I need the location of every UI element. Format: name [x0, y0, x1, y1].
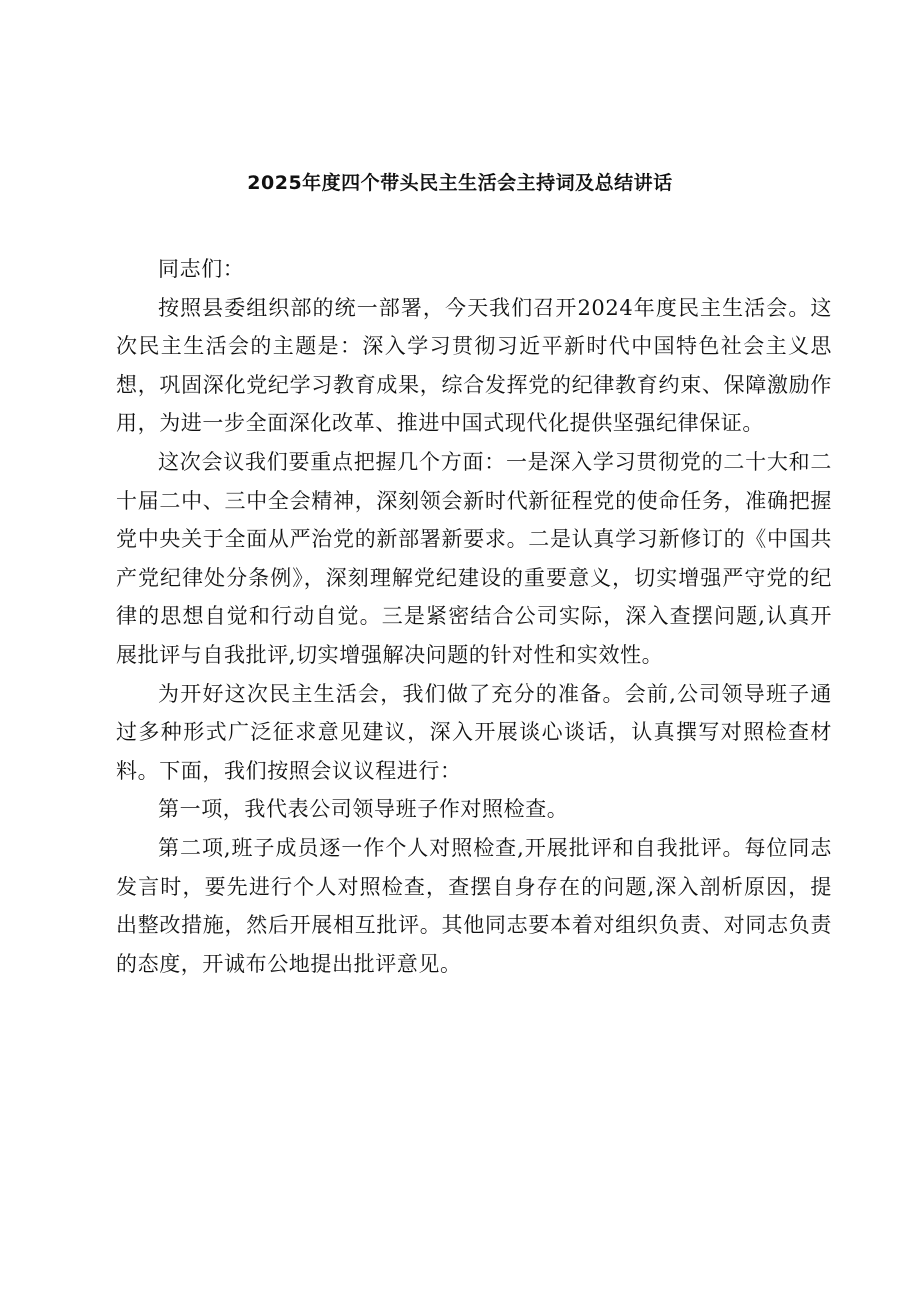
salutation: 同志们： — [158, 257, 245, 281]
paragraph-agenda-item-1: 第一项，我代表公司领导班子作对照检查。 — [158, 797, 569, 822]
paragraph-intro: 按照县委组织部的统一部署，今天我们召开2024年度民主生活会。这次民主生活会的主题是：深入学习贯彻习近平新时代中国特色社会主义思想，巩固深化党纪学习教育成果，综合发挥党的纪律教育约束、保障激励作用，为进一步全面深化改革、推进中国式现代化提供坚强纪律保证。 — [116, 295, 832, 436]
document-title: 2025年度四个带头民主生活会主持词及总结讲话 — [247, 172, 673, 194]
document-body — [116, 250, 832, 983]
paragraph-preparation: 为开好这次民主生活会，我们做了充分的准备。会前,公司领导班子通过多种形式广泛征求意见建议，深入开展谈心谈话，认真撰写对照检查材料。下面，我们按照会议议程进行： — [116, 681, 832, 783]
paragraph-key-points: 这次会议我们要重点把握几个方面：一是深入学习贯彻党的二十大和二十届二中、三中全会精神，深刻领会新时代新征程党的使命任务，准确把握党中央关于全面从严治党的新部署新要求。二是认真学习新修订的《中国共产党纪律处分条例》，深刻理解党纪建设的重要意义，切实增强严守党的纪律的思想自觉和行动自觉。三是紧密结合公司实际，深入查摆问题,认真开展批评与自我批评,切实增强解决问题的针对性和实效性。 — [116, 449, 832, 667]
paragraph-agenda-item-2: 第二项,班子成员逐一作个人对照检查,开展批评和自我批评。每位同志发言时，要先进行个人对照检查，查摆自身存在的问题,深入剖析原因，提出整改措施，然后开展相互批评。其他同志要本着对组织负责、对同志负责的态度，开诚布公地提出批评意见。 — [116, 835, 832, 976]
